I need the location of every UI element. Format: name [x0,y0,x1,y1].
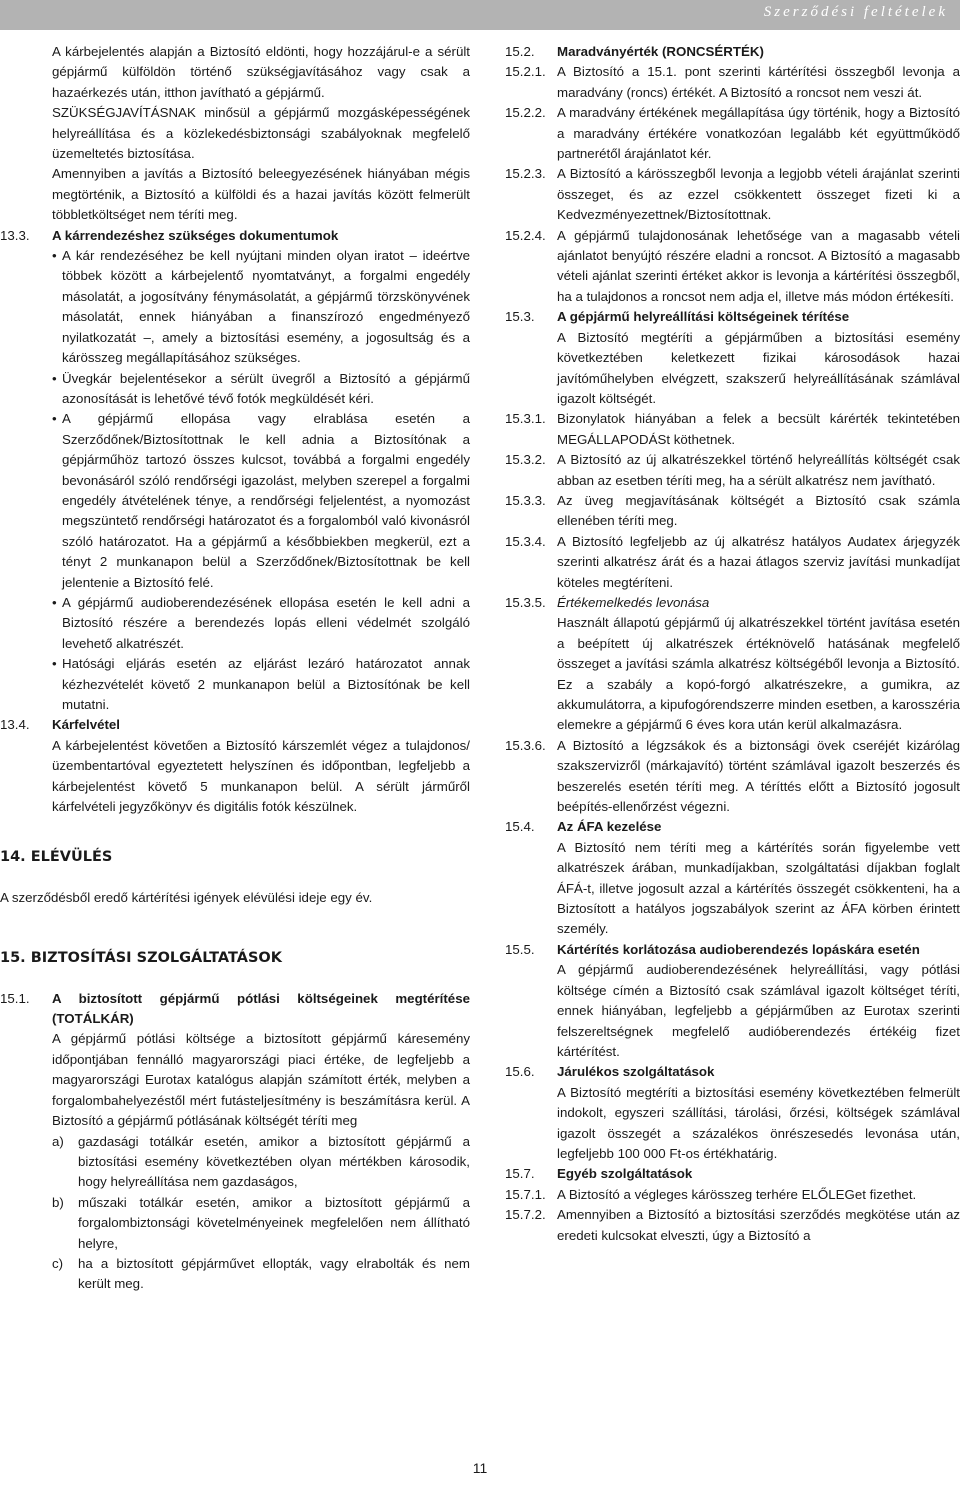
section-text: A maradvány értékének megállapítása úgy történik, hogy a Biztosító a maradvány értékére vonatkozóan legalább két együttműködő partnerétől árajánlatot kér. [557,105,960,162]
section-15-3-6 [505,736,960,818]
bullet-icon: • [52,594,57,610]
section-15-4 [505,817,960,837]
bullet-text: Hatósági eljárás esetén az eljárást lezáró határozatot annak kézhezvételét követő 2 munkanapon belül a Biztosítónak be kell mutatni. [62,656,470,712]
paragraph: Amennyiben a javítás a Biztosító beleegyezésének hiányában mégis megtörténik, a Biztosító a külföldi és a hazai javítás között felmerült többletköltséget nem téríti meg. [52,166,470,223]
section-text: A gépjármű tulajdonosának lehetősége van a magasabb vételi ajánlatot benyújtó részére eladni a roncsot. A Biztosító a magasabb vételi ajánlat szerinti értéket akkor is levonja a kártérítési összegből, ha a tulajdonos a roncsot nem adja el, illetve más módon értékesíti. [557,227,960,304]
section-title: Értékemelkedés levonása [557,594,710,610]
section-number: 15.7.1. [505,1186,546,1202]
section-number: 13.4. [0,717,30,733]
section-15-2-4 [505,226,960,308]
paragraph: A kárbejelentés alapján a Biztosító eldönti, hogy hozzájárul-e a sérült gépjármű külföldön történő szükségjavításához vagy csak a hazaérkezés után, itthon javítható a gépjármű. [52,44,470,100]
bullet-item [0,654,470,715]
paragraph: Használt állapotú gépjármű új alkatrészekkel történt javítása esetén a beépített új alkatrészek értéknövelő hatásának megfelelő összeget a javítási számla alkatrész költségéből levonja a Biztosító. Ez a szabály a kopó-forgó alkatrészekre, a gumikra, az akkumulátorra, a kipufogórendszerre minden esetben, a karosszéria elemekre a gépjármű 6 éves kora után kerül alkalmazásra. [557,615,960,733]
list-item [0,1193,470,1254]
section-text: A Biztosító a kárösszegből levonja a legjobb vételi árajánlat szerinti összeget, és az ezzel csökkentett összeget fizeti ki a Kedvezményezettnek/Biztosítottnak. [557,166,960,223]
section-15-2 [505,42,960,62]
list-text: gazdasági totálkár esetén, amikor a biztosított gépjármű a biztosítási esemény következtében olyan mértékben károsodik, hogy helyreállítása nem gazdaságos, [78,1133,470,1190]
paragraph: SZÜKSÉGJAVÍTÁSNAK minősül a gépjármű mozgásképességének helyreállítása és a közlekedésbiztonsági szabályoknak megfelelő üzemeltetés biztosítása. [52,105,470,162]
paragraph: A gépjármű audioberendezésének helyreállítási, vagy pótlási költsége címén a Biztosító csak számlával igazolt költséget téríti, ennek hiányában, legfeljebb a gépjárműben az Eurotax szerinti felszereltségnek megfelelő audióberendezés értékéig fizet kártérítést. [557,962,960,1059]
section-title: A kárrendezéshez szükséges dokumentumok [52,227,339,243]
section-15-2-3 [505,164,960,225]
section-15-2-1 [505,62,960,103]
section-15-7 [505,1164,960,1184]
section-number: 13.3. [0,227,30,243]
section-15-3 [505,307,960,327]
paragraph: A Biztosító nem téríti meg a kártérítés során figyelembe vett alkatrészek árában, munkadíjakban, szolgáltatási díjakban foglalt ÁFÁ-t, illetve jogosult azzal a kártérítés összegét csökkenteni, ha a Biztosított a hatályos jogszabályok szerint az ÁFA körben érintett személy. [557,839,960,937]
section-text: A Biztosító a végleges kárösszeg terhére ELŐLEGet fizethet. [557,1186,917,1202]
paragraph: A Biztosító megtéríti a gépjárműben a biztosítási esemény következtében keletkezett fizikai károsodások hazai javítóműhelyben elvégzett, szakszerű helyreállításának számlával igazolt költségét. [557,329,960,406]
section-15-3-1 [505,409,960,450]
paragraph: A gépjármű pótlási költsége a biztosított gépjármű káresemény időpontjában fennálló magyarországi piaci értéke, de legfeljebb a magyarországi Eurotax katalógus alapján számított érték, melyben a forgalombahelyezéstől mért futásteljesítmény is beszámításra kerül. A Biztosító a gépjármű pótlásának költségét téríti meg [52,1031,470,1129]
section-title: Járulékos szolgáltatások [557,1064,715,1080]
section-text: A Biztosító a 15.1. pont szerinti kártérítési összegből levonja a maradvány (roncs) értékét. A Biztosító a roncsot nem veszi át. [557,64,960,100]
section-number: 15.4. [505,819,535,835]
bullet-item [0,246,470,368]
section-number: 15.3.5. [505,594,546,610]
bullet-text: A gépjármű ellopása vagy elrablása esetén a Szerződőnek/Biztosítottnak le kell adnia a Biztosítónak a gépjárműhöz tartozó összes kulcsot, továbbá a forgalmi engedély bevonásáról szóló rendőrségi igazolást, melyben szerepel a forgalmi engedély átvételének ténye, a rendőrségi feljelentést, a nyomozást megszüntető rendőrségi határozatot és a forgalomból való kivonásról szóló határozatot. Ha a gépjármű a későbbiekben megkerül, ezt a tényt 2 munkanapon belül a Szerződőnek/Biztosítottnak be kell jelentenie a Biztosító felé. [62,411,470,590]
bullet-icon: • [52,411,57,427]
paragraph: A szerződésből eredő kártérítési igények elévülési ideje egy év. [0,889,373,905]
section-title: Kárfelvétel [52,717,120,733]
section-number: 15.3. [505,309,535,325]
section-15-3-2 [505,450,960,491]
list-text: ha a biztosított gépjárművet ellopták, vagy elrabolták és nem került meg. [78,1255,470,1292]
section-number: 15.2.1. [505,64,546,80]
left-column [0,42,470,1295]
section-15-3-4 [505,532,960,593]
page-number: 11 [472,1460,488,1476]
section-15-2-2 [505,103,960,164]
right-column [505,42,960,1246]
section-number: 15.3.2. [505,452,546,468]
paragraph: A Biztosító megtéríti a biztosítási esemény következtében felmerült indokolt, egyszeri szállítási, tárolási, őrzési, költségek számlával igazolt összegét a százalékos önrészesedés levonása után, legfeljebb 100 000 Ft-os értékhatárig. [557,1084,960,1161]
bullet-item [0,409,470,593]
list-marker: c) [52,1255,64,1271]
paragraph: A kárbejelentést követően a Biztosító kárszemlét végez a tulajdonos/üzembentartóval egyeztetett helyszínen és időpontban, legfeljebb a kárbejelentést követő 5 munkanapon belül. A sérült járműről kárfelvételi jegyzőkönyv és digitális fotók készülnek. [52,737,470,815]
section-number: 15.2.2. [505,105,546,121]
section-text: Bizonylatok hiányában a felek a becsült kárérték tekintetében MEGÁLLAPODÁSt köthetnek. [557,411,960,447]
section-number: 15.2.3. [505,166,546,182]
section-title: Egyéb szolgáltatások [557,1166,693,1182]
bullet-icon: • [52,656,57,672]
section-title: Az ÁFA kezelése [557,819,662,835]
bullet-text: Üvegkár bejelentésekor a sérült üvegről a Biztosító a gépjármű azonosítását is lehetővé tévő fotók megküldését kéri. [62,370,470,406]
section-13-4 [0,715,470,735]
list-marker: a) [52,1133,64,1149]
section-heading-14: 14. ELÉVÜLÉS [0,849,113,866]
section-number: 15.6. [505,1064,535,1080]
bullet-icon: • [52,370,57,386]
section-text: A Biztosító a légzsákok és a biztonsági övek cseréjét kizárólag szakszervizről (márkajavító) történt számlával igazolt beszerzés és beszerelés esetén téríti meg. A téríttés előtt a Biztosító jogosult beépítés-ellenőrzést végezni. [557,737,960,815]
section-15-6 [505,1062,960,1082]
bullet-item [0,593,470,654]
section-number: 15.2. [505,44,535,59]
section-number: 15.3.6. [505,737,546,753]
section-15-7-1 [505,1185,960,1205]
section-number: 15.5. [505,941,535,957]
section-15-1 [0,989,470,1030]
section-number: 15.3.3. [505,492,546,508]
section-title: Kártérítés korlátozása audioberendezés lopáskára esetén [557,941,920,957]
section-15-3-5 [505,593,960,613]
section-15-7-2 [505,1205,960,1246]
bullet-item [0,369,470,410]
section-number: 15.3.4. [505,533,546,549]
list-marker: b) [52,1194,64,1210]
bullet-icon: • [52,248,57,264]
section-number: 15.3.1. [505,411,546,427]
section-title: A gépjármű helyreállítási költségeinek térítése [557,309,850,325]
list-item [0,1254,470,1295]
section-text: Amennyiben a Biztosító a biztosítási szerződés megkötése után az eredeti kulcsokat elveszti, úgy a Biztosító a [557,1207,960,1243]
section-15-3-3 [505,491,960,532]
section-title: Maradványérték (RONCSÉRTÉK) [557,44,764,59]
section-13-3 [0,226,470,246]
bullet-text: A kár rendezéséhez be kell nyújtani minden olyan iratot – ideértve többek között a kárbejelentő nyomtatványt, a forgalmi engedély másolatát, a jogosítvány fénymásolatát, a gépjármű törzskönyvének másolatát, ennek hiányában a finanszírozó engedményező nyilatkozatát –, amely a biztosítási esemény, a jogosultság és a kárösszeg megállapításához szükséges. [62,248,470,366]
section-number: 15.1. [0,990,30,1006]
section-number: 15.2.4. [505,227,546,243]
bullet-text: A gépjármű audioberendezésének ellopása esetén le kell adni a Biztosító részére a berendezés lopás elleni védelmét szolgáló levehető alkatrészét. [62,594,470,651]
list-text: műszaki totálkár esetén, amikor a biztosított gépjármű a forgalombiztonsági követelményeinek megfelelően nem állítható helyre, [78,1194,470,1251]
section-heading-15: 15. BIZTOSÍTÁSI SZOLGÁLTATÁSOK [0,950,282,967]
header-bar [0,0,960,30]
section-number: 15.7. [505,1166,535,1182]
header-title: Szerződési feltételek [763,4,948,20]
section-text: A Biztosító az új alkatrészekkel történő helyreállítás költségét csak abban az esetben téríti meg, ha a sérült alkatrész nem javítható. [557,452,960,488]
list-item [0,1132,470,1193]
section-title: A biztosított gépjármű pótlási költségeinek megtérítése (TOTÁLKÁR) [52,990,470,1027]
section-text: A Biztosító legfeljebb az új alkatrész hatályos Audatex árjegyzék szerinti alkatrész árát és a hazai átlagos szerviz javítási munkadíjat köteles megtéríteni. [557,533,960,590]
section-text: Az üveg megjavításának költségét a Biztosító csak számla ellenében téríti meg. [557,492,960,529]
section-number: 15.7.2. [505,1207,546,1223]
section-15-5 [505,940,960,960]
